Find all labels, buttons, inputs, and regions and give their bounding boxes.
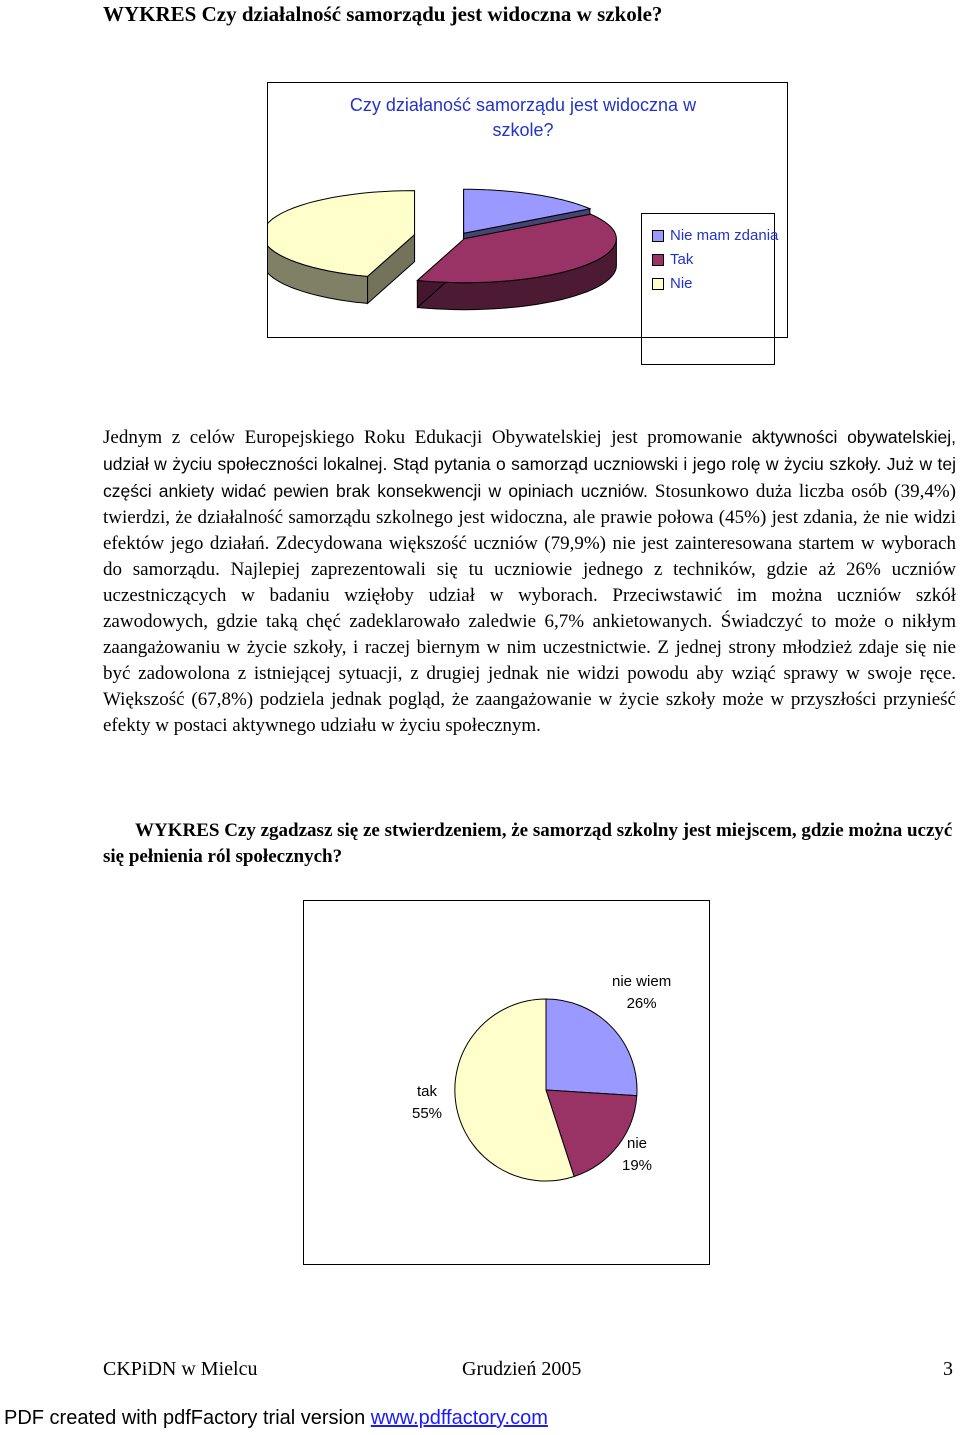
legend-label: Nie bbox=[670, 275, 693, 292]
pdf-trial-note bbox=[4, 1407, 548, 1430]
pie-label-tak bbox=[412, 1081, 442, 1125]
pie-slice-nie bbox=[268, 191, 415, 304]
paragraph-part-2: aktywności obywatelskiej, udział w życiu społeczności lokalnej. Stąd pytania o samorząd uczniowski i jego rolę w życiu szkoły. Już w tej części ankiety widać pewien brak konsekwencji w opiniach uczniów. bbox=[103, 427, 957, 501]
body-paragraph bbox=[103, 424, 956, 739]
pie-label-nie-wiem bbox=[612, 971, 671, 1015]
chart-1-title-line2: szkole? bbox=[492, 120, 554, 140]
footer-date: Grudzień 2005 bbox=[462, 1358, 582, 1380]
pie-label-category: tak bbox=[417, 1083, 438, 1100]
paragraph-part-3: Stosunkowo duża liczba osób (39,4%) twierdzi, że działalność samorządu szkolnego jest widoczna, ale prawie połowa (45%) jest zdania, że nie widzi efektów jego działań. Zdecydowana większość uczniów (79,9%) nie jest zainteresowana startem w wyborach do samorządu. Najlepiej zaprezentowali się tu uczniowie jednego z techników, gdzie aż 26% uczniów uczestniczących w badaniu wzięłoby udział w wyborach. Przeciwstawić im można uczniów szkół zawodowych, gdzie taką chęć zadeklarowało zaledwie 6,7% ankietowanych. Świadczyć to może o nikłym zaangażowaniu w życie szkoły, i raczej biernym w nim uczestnictwie. Z jednej strony młodzież zdaje się nie być zadowolona z istniejącej sytuacji, z drugiej jednak nie widzi powodu aby wziąć sprawy w swoje ręce. Większość (67,8%) podziela jednak pogląd, że zaangażowanie w życie szkoły może w przyszłości przynieść efekty w postaci aktywnego udziału w życiu społecznym. bbox=[103, 481, 957, 736]
pie-label-value: 19% bbox=[622, 1157, 653, 1174]
paragraph-part-1: Jednym z celów Europejskiego Roku Edukacji Obywatelskiej jest promowanie bbox=[103, 427, 752, 448]
legend-label: Tak bbox=[670, 251, 694, 268]
legend-item-nie-mam-zdania bbox=[652, 226, 778, 246]
legend-swatch-nie-mam-zdania bbox=[652, 230, 664, 242]
legend-item-tak bbox=[652, 250, 693, 270]
chart-1-legend bbox=[641, 213, 779, 365]
legend-swatch-tak bbox=[652, 254, 664, 266]
pie-label-category: nie wiem bbox=[612, 973, 672, 990]
pie-label-value: 26% bbox=[626, 995, 657, 1012]
pdf-note-text: PDF created with pdfFactory trial version bbox=[4, 1407, 371, 1429]
pie-label-category: nie bbox=[627, 1135, 648, 1152]
page-heading-2: WYKRES Czy zgadzasz się ze stwierdzeniem, że samorząd szkolny jest miejscem, gdzie można uczyć się pełnienia ról społecznych? bbox=[103, 820, 953, 867]
pie-slice-tak bbox=[417, 214, 616, 310]
chart-1-title-line1: Czy działaność samorządu jest widoczna w bbox=[349, 95, 697, 115]
chart-1-area bbox=[267, 82, 788, 338]
pdffactory-link[interactable]: www.pdffactory.com bbox=[370, 1407, 548, 1429]
chart-2-pie bbox=[304, 901, 709, 1264]
legend-swatch-nie bbox=[652, 278, 664, 290]
pie-label-nie bbox=[622, 1133, 652, 1177]
page-heading-1: WYKRES Czy działalność samorządu jest widoczna w szkole? bbox=[103, 2, 663, 26]
legend-item-nie bbox=[652, 274, 693, 294]
pie-label-value: 55% bbox=[412, 1105, 443, 1122]
chart-2-area bbox=[303, 900, 710, 1265]
legend-label: Nie mam zdania bbox=[670, 227, 779, 244]
footer-organization: CKPiDN w Mielcu bbox=[103, 1358, 258, 1380]
footer-page-number: 3 bbox=[943, 1358, 953, 1380]
